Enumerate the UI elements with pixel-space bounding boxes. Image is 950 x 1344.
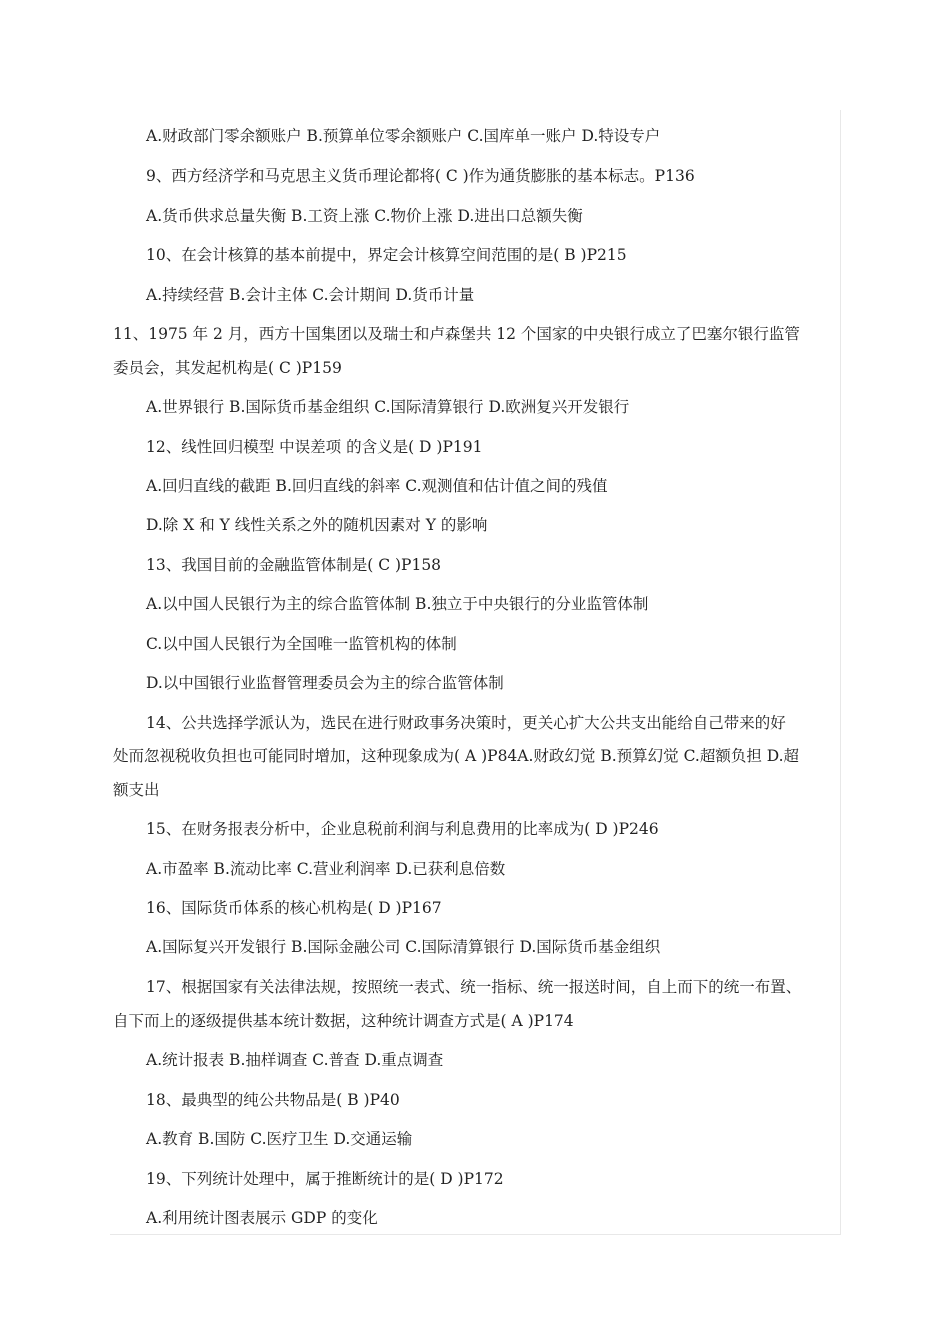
question-line: 19、下列统计处理中，属于推断统计的是( D )P172 [146, 1170, 504, 1188]
option-line: A.回归直线的截距 B.回归直线的斜率 C.观测值和估计值之间的残值 [146, 477, 608, 495]
question-line: 14、公共选择学派认为，选民在进行财政事务决策时，更关心扩大公共支出能给自己带来的好 [146, 714, 786, 732]
option-line: A.市盈率 B.流动比率 C.营业利润率 D.已获利息倍数 [146, 860, 506, 878]
question-line: 10、在会计核算的基本前提中，界定会计核算空间范围的是( B )P215 [146, 246, 627, 264]
question-line: 18、最典型的纯公共物品是( B )P40 [146, 1091, 400, 1109]
question-line: 13、我国目前的金融监管体制是( C )P158 [146, 556, 442, 574]
question-line-cont: 自下而上的逐级提供基本统计数据，这种统计调查方式是( A )P174 [113, 1012, 574, 1030]
option-line: A.国际复兴开发银行 B.国际金融公司 C.国际清算银行 D.国际货币基金组织 [146, 938, 661, 956]
option-line: A.教育 B.国防 C.医疗卫生 D.交通运输 [146, 1130, 413, 1148]
question-line-cont: 委员会，其发起机构是( C )P159 [113, 359, 342, 377]
option-line: A.货币供求总量失衡 B.工资上涨 C.物价上涨 D.进出口总额失衡 [146, 207, 583, 225]
question-line: 12、线性回归模型 中误差项 的含义是( D )P191 [146, 438, 483, 456]
option-line: A.财政部门零余额账户 B.预算单位零余额账户 C.国库单一账户 D.特设专户 [146, 127, 661, 145]
option-line: D.除 X 和 Y 线性关系之外的随机因素对 Y 的影响 [146, 516, 488, 534]
option-line: C.以中国人民银行为全国唯一监管机构的体制 [146, 635, 457, 653]
option-line: D.以中国银行业监督管理委员会为主的综合监管体制 [146, 674, 504, 692]
question-line: 15、在财务报表分析中，企业息税前利润与利息费用的比率成为( D )P246 [146, 820, 659, 838]
question-line: 16、国际货币体系的核心机构是( D )P167 [146, 899, 442, 917]
option-line: A.统计报表 B.抽样调查 C.普查 D.重点调查 [146, 1051, 444, 1069]
option-line: A.持续经营 B.会计主体 C.会计期间 D.货币计量 [146, 286, 475, 304]
question-line-cont: 处而忽视税收负担也可能同时增加，这种现象成为( A )P84A.财政幻觉 B.预算幻觉 C.超额负担 D.超 [113, 747, 800, 765]
option-line: A.以中国人民银行为主的综合监管体制 B.独立于中央银行的分业监管体制 [146, 595, 649, 613]
question-line: 11、1975 年 2 月，西方十国集团以及瑞士和卢森堡共 12 个国家的中央银行成立了巴塞尔银行监管 [113, 325, 800, 343]
question-line-cont: 额支出 [113, 781, 160, 799]
question-line: 17、根据国家有关法律法规，按照统一表式、统一指标、统一报送时间，自上而下的统一布置、 [146, 978, 802, 996]
question-line: 9、西方经济学和马克思主义货币理论都将( C )作为通货膨胀的基本标志。P136 [146, 167, 695, 185]
option-line: A.利用统计图表展示 GDP 的变化 [146, 1209, 378, 1227]
option-line: A.世界银行 B.国际货币基金组织 C.国际清算银行 D.欧洲复兴开发银行 [146, 398, 630, 416]
